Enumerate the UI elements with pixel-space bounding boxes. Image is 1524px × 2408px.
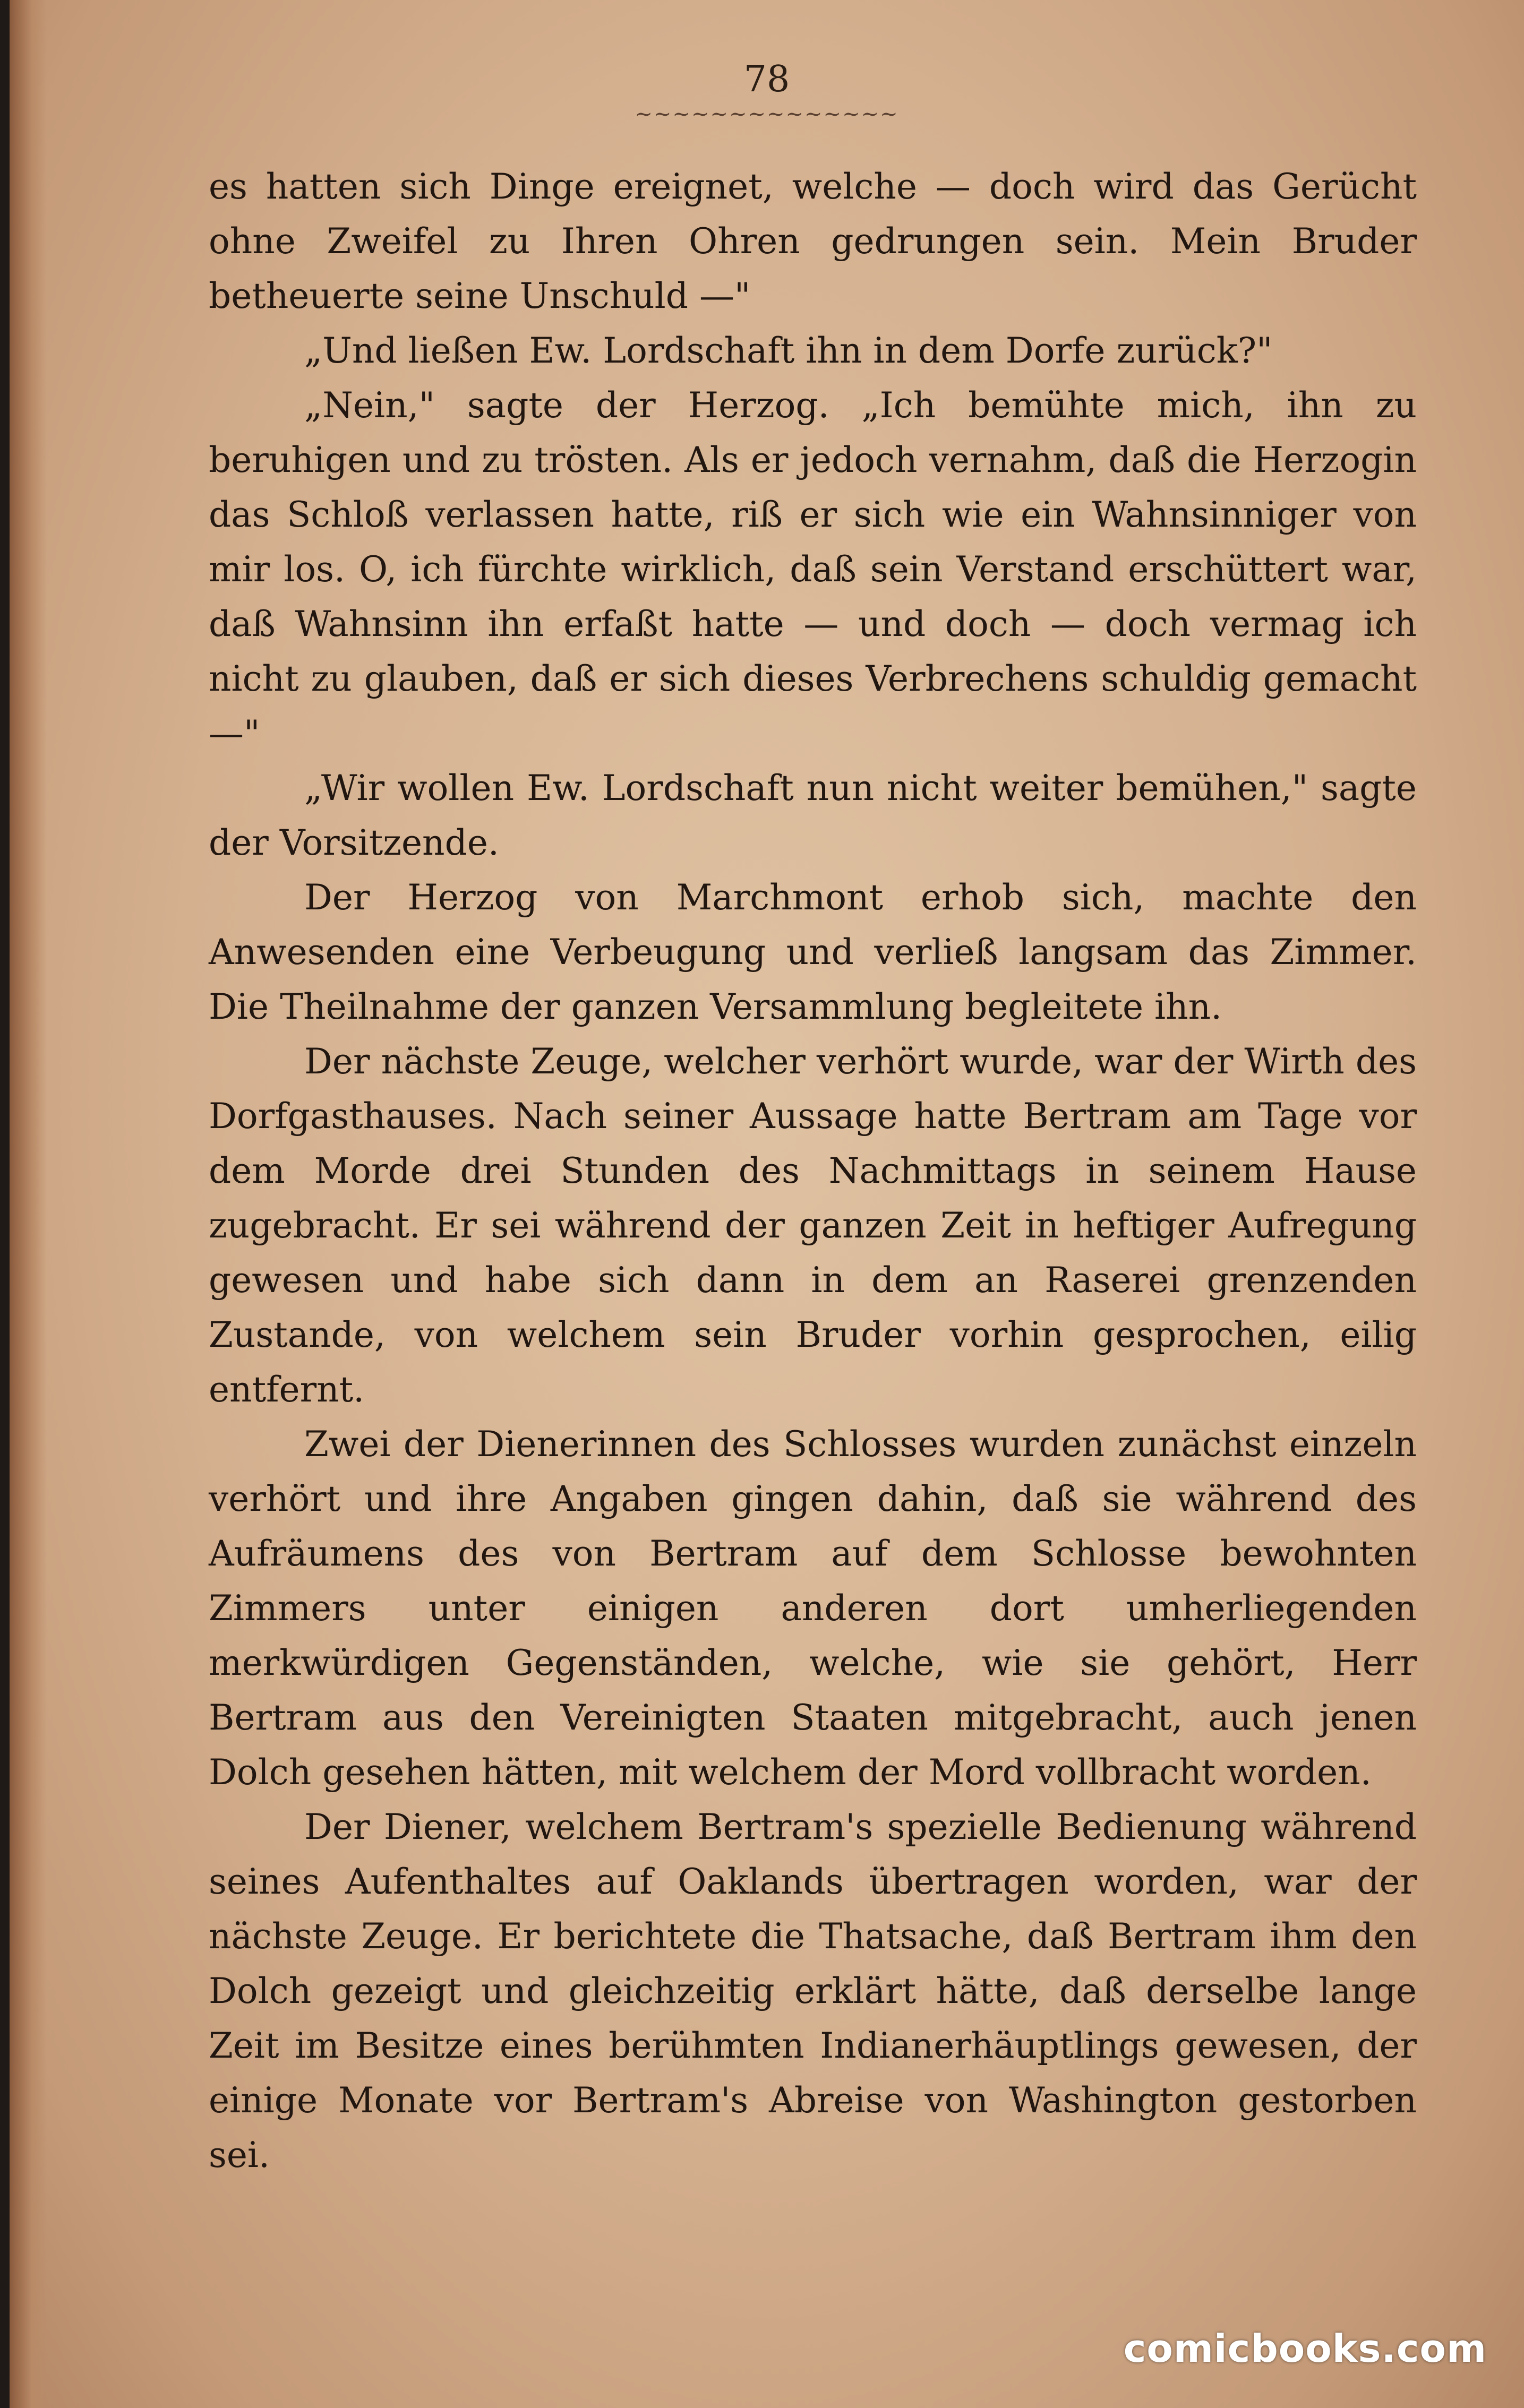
- paragraph: Zwei der Dienerinnen des Schlosses wurden zunächst einzeln verhört und ihre Angaben gingen dahin, daß sie während des Aufräumens des von Bertram auf dem Schlosse bewohnten Zimmers unter einigen anderen dort umherliegenden merkwürdigen Gegenständen, welche, wie sie gehört, Herr Bertram aus den Vereinigten Staaten mitgebracht, auch jenen Dolch gesehen hätten, mit welchem der Mord vollbracht worden.: [209, 1424, 1417, 1793]
- paragraph: es hatten sich Dinge ereignet, welche — doch wird das Gerücht ohne Zweifel zu Ihren Ohren gedrungen sein. Mein Bruder betheuerte seine Unschuld —": [209, 166, 1417, 316]
- watermark: comicbooks.com: [1123, 2326, 1487, 2371]
- book-page: [10, 0, 1524, 2408]
- paragraph: „Nein," sagte der Herzog. „Ich bemühte mich, ihn zu beruhigen und zu trösten. Als er jedoch vernahm, daß die Herzogin das Schloß verlassen hatte, riß er sich wie ein Wahnsinniger von mir los. O, ich fürchte wirklich, daß sein Verstand erschüttert war, daß Wahnsinn ihn erfaßt hatte — und doch — doch vermag ich nicht zu glauben, daß er sich dieses Verbrechens schuldig gemacht —": [209, 385, 1417, 754]
- header-ornament: ~~~~~~~~~~~~~~: [635, 102, 899, 126]
- paragraph: „Wir wollen Ew. Lordschaft nun nicht weiter bemühen," sagte der Vorsitzende.: [209, 768, 1417, 863]
- page-number: 78: [743, 58, 790, 100]
- paragraph: „Und ließen Ew. Lordschaft ihn in dem Dorfe zurück?": [304, 330, 1273, 371]
- paragraph: Der Diener, welchem Bertram's spezielle Bedienung während seines Aufenthaltes auf Oaklands übertragen worden, war der nächste Zeuge. Er berichtete die Thatsache, daß Bertram ihm den Dolch gezeigt und gleichzeitig erklärt hätte, daß derselbe lange Zeit im Besitze eines berühmten Indianerhäuptlings gewesen, der einige Monate vor Bertram's Abreise von Washington gestorben sei.: [209, 1807, 1417, 2175]
- paragraph: Der nächste Zeuge, welcher verhört wurde, war der Wirth des Dorfgasthauses. Nach seiner Aussage hatte Bertram am Tage vor dem Morde drei Stunden des Nachmittags in seinem Hause zugebracht. Er sei während der ganzen Zeit in heftiger Aufregung gewesen und habe sich dann in dem an Raserei grenzenden Zustande, von welchem sein Bruder vorhin gesprochen, eilig entfernt.: [209, 1041, 1417, 1410]
- body-text: [209, 159, 1417, 2182]
- page-gutter-shadow: [10, 0, 47, 2408]
- paragraph: Der Herzog von Marchmont erhob sich, machte den Anwesenden eine Verbeugung und verließ langsam das Zimmer. Die Theilnahme der ganzen Versammlung begleitete ihn.: [209, 877, 1417, 1027]
